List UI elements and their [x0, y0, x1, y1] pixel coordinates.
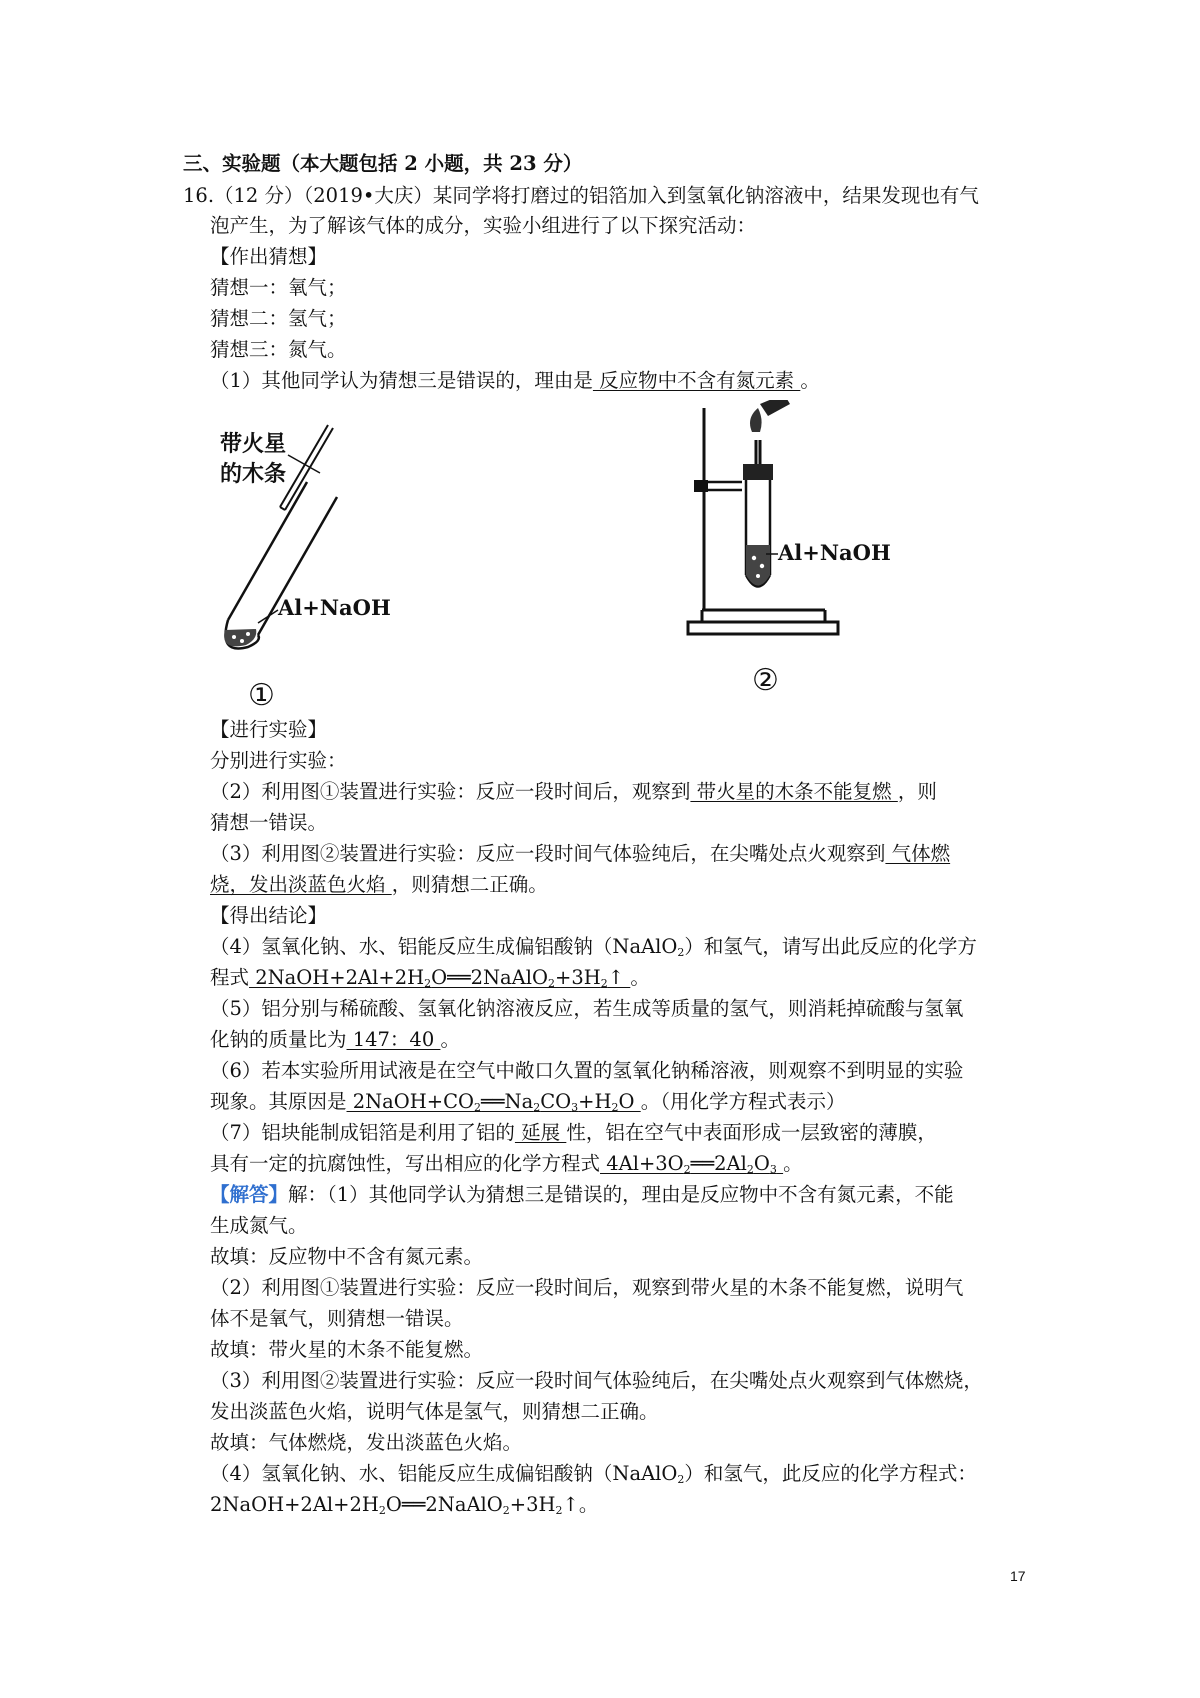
answer-1-fill: 故填：反应物中不含有氮元素。	[210, 1245, 484, 1268]
part-4-line-2	[210, 964, 650, 998]
heading-conclusion: 【得出结论】	[210, 904, 328, 927]
answer-3-line-1: （3）利用图②装置进行实验：反应一段时间气体验纯后，在尖嘴处点火观察到气体燃烧，	[210, 1369, 983, 1392]
answer-2-fill: 故填：带火星的木条不能复燃。	[210, 1338, 484, 1361]
guess-3: 猜想三：氮气。	[210, 338, 347, 361]
part-7-text: （7）铝块能制成铝箔是利用了铝的	[210, 1121, 515, 1144]
part-1-text: （1）其他同学认为猜想三是错误的，理由是	[210, 369, 593, 392]
answer-3-fill: 故填：气体燃烧，发出淡蓝色火焰。	[210, 1431, 523, 1454]
page-number: 17	[1010, 1568, 1026, 1584]
figure-1-number: ①	[248, 678, 275, 713]
part-4-end: 。	[630, 966, 650, 989]
part-2-line-1	[210, 778, 937, 806]
part-2-text: （2）利用图①装置进行实验：反应一段时间后，观察到	[210, 780, 691, 803]
answer-4-text-sub: 2	[677, 1473, 685, 1486]
part-3-answer-end: 烧，发出淡蓝色火焰	[210, 873, 392, 896]
part-1	[210, 367, 820, 395]
part-7-line-1	[210, 1119, 937, 1147]
figure-1-label-line-2: 的木条	[220, 462, 287, 487]
part-4-answer: $2NaOH+2Al+2H_2O══2NaAlO_2+3H_2↑$	[249, 966, 631, 990]
part-6-answer: $2NaOH+CO_2══Na_2CO_3+H_2O$	[346, 1090, 641, 1114]
answer-2-line-2: 体不是氧气，则猜想一错误。	[210, 1307, 464, 1330]
part-7-answer-1: 延展	[514, 1121, 567, 1144]
figure-1-test-tube-splint	[200, 415, 440, 715]
part-3-text: （3）利用图②装置进行实验：反应一段时间气体验纯后，在尖嘴处点火观察到	[210, 842, 886, 865]
part-2-line-2: 猜想一错误。	[210, 811, 328, 834]
figure-2-tube-label: Al+NaOH	[778, 540, 891, 565]
part-5-answer: 147：40	[346, 1028, 441, 1051]
guess-1: 猜想一：氧气；	[210, 276, 347, 299]
part-4-line-1	[210, 933, 977, 967]
part-7-line-2	[210, 1150, 803, 1184]
figure-2-number: ②	[752, 663, 779, 698]
part-4-text-sub: 2	[677, 946, 685, 959]
part-6-line-2	[210, 1088, 845, 1122]
section-heading: 三、实验题（本大题包括 2 小题，共 23 分）	[183, 152, 583, 175]
part-4-text-2: ）和氢气，请写出此反应的化学方	[684, 935, 977, 958]
heading-experiment: 【进行实验】	[210, 718, 328, 741]
part-3-line-1	[210, 840, 950, 868]
question-stem-line-2: 泡产生，为了解该气体的成分，实验小组进行了以下探究活动：	[210, 214, 757, 237]
part-2-text-end: ，则	[897, 780, 937, 803]
figure-1-tube-label: Al+NaOH	[278, 595, 391, 620]
answer-2-line-1: （2）利用图①装置进行实验：反应一段时间后，观察到带火星的木条不能复燃，说明气	[210, 1276, 964, 1299]
part-1-end: 。	[800, 369, 820, 392]
part-5-line-1: （5）铝分别与稀硫酸、氢氧化钠溶液反应，若生成等质量的氢气，则消耗掉硫酸与氢氧	[210, 997, 964, 1020]
part-3-line-2	[210, 871, 548, 899]
part-4-text: （4）氢氧化钠、水、铝能反应生成偏铝酸钠（NaAlO	[210, 935, 678, 958]
question-stem-line-1: 16.（12 分）（2019•大庆）某同学将打磨过的铝箔加入到氢氧化钠溶液中，结果发现也有气	[183, 184, 979, 207]
part-5-text: 化钠的质量比为	[210, 1028, 347, 1051]
part-6-line-1: （6）若本实验所用试液是在空气中敞口久置的氢氧化钠稀溶液，则观察不到明显的实验	[210, 1059, 964, 1082]
part-3-answer-start: 气体燃	[885, 842, 951, 865]
heading-make-guess: 【作出猜想】	[210, 245, 328, 268]
figure-1-label-line-1: 带火星	[220, 432, 287, 457]
answer-line-1	[210, 1181, 954, 1209]
answer-4-line-1	[210, 1460, 977, 1494]
experiment-intro: 分别进行实验：	[210, 749, 347, 772]
part-6-end: 。（用化学方程式表示）	[640, 1090, 846, 1113]
part-7-text-3: 具有一定的抗腐蚀性，写出相应的化学方程式	[210, 1152, 601, 1175]
answer-3-line-2: 发出淡蓝色火焰，说明气体是氢气，则猜想二正确。	[210, 1400, 659, 1423]
part-6-text: 现象。其原因是	[210, 1090, 347, 1113]
answer-4-equation: $2NaOH+2Al+2H_2O══2NaAlO_2+3H_2↑$。	[210, 1493, 599, 1517]
part-7-text-2: 性，铝在空气中表面形成一层致密的薄膜，	[566, 1121, 937, 1144]
part-1-answer: 反应物中不含有氮元素	[592, 369, 801, 392]
answer-1-text: 解：（1）其他同学认为猜想三是错误的，理由是反应物中不含有氮元素，不能	[288, 1183, 954, 1206]
answer-4-text: （4）氢氧化钠、水、铝能反应生成偏铝酸钠（NaAlO	[210, 1462, 678, 1485]
answer-tag: 【解答】	[210, 1183, 289, 1206]
part-2-answer: 带火星的木条不能复燃	[690, 780, 898, 803]
part-5-end: 。	[440, 1028, 460, 1051]
answer-4-text-2: ）和氢气，此反应的化学方程式：	[684, 1462, 977, 1485]
figure-2-test-tube-stand	[680, 400, 940, 710]
part-7-answer-2: $4Al+3O_2══2Al_2O_3$	[600, 1152, 777, 1176]
guess-2: 猜想二：氢气；	[210, 307, 347, 330]
answer-1-line-2: 生成氮气。	[210, 1214, 308, 1237]
part-5-line-2	[210, 1026, 460, 1054]
part-7-end: 。	[783, 1152, 803, 1175]
part-3-text-end: ，则猜想二正确。	[391, 873, 548, 896]
part-4-label: 程式	[210, 966, 250, 989]
